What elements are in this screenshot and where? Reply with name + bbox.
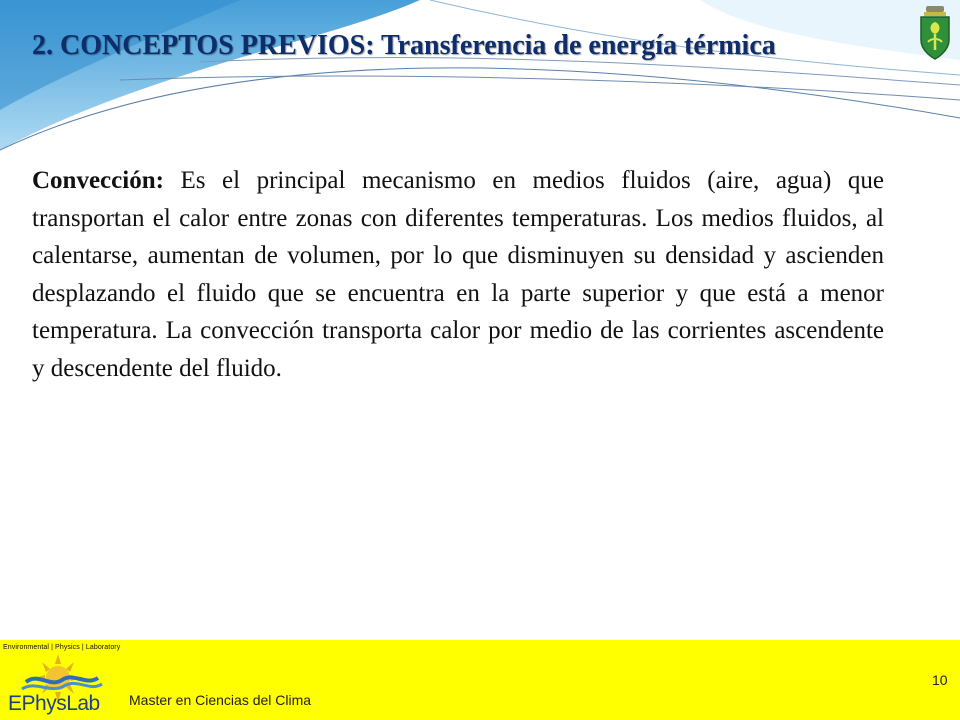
page-number: 10 — [932, 672, 948, 688]
ephyslab-logo — [0, 642, 120, 720]
header-wave-decoration — [0, 0, 960, 170]
body-paragraph — [32, 162, 884, 387]
course-name: Master en Ciencias del Clima — [129, 692, 312, 708]
footer-bar — [0, 640, 960, 720]
university-crest-icon — [918, 4, 952, 62]
definition-text: Es el principal mecanismo en medios fluidos (aire, agua) que transportan el calor entre zonas con diferentes temperaturas. Los medios fluidos, al calentarse, aumentan de volumen, por lo que disminuyen su densidad y ascienden desplazando el fluido que se encuentra en la parte superior y que está a menor temperatura. La convección transporta calor por medio de las corrientes ascendente y descendente del fluido. — [32, 167, 884, 382]
logo-name: EPhysLab — [8, 692, 100, 715]
slide-title: 2. CONCEPTOS PREVIOS: Transferencia de energía térmica — [32, 30, 776, 61]
logo-caption: Environmental | Physics | Laboratory — [3, 644, 121, 651]
term-convection: Convección: — [32, 167, 164, 194]
